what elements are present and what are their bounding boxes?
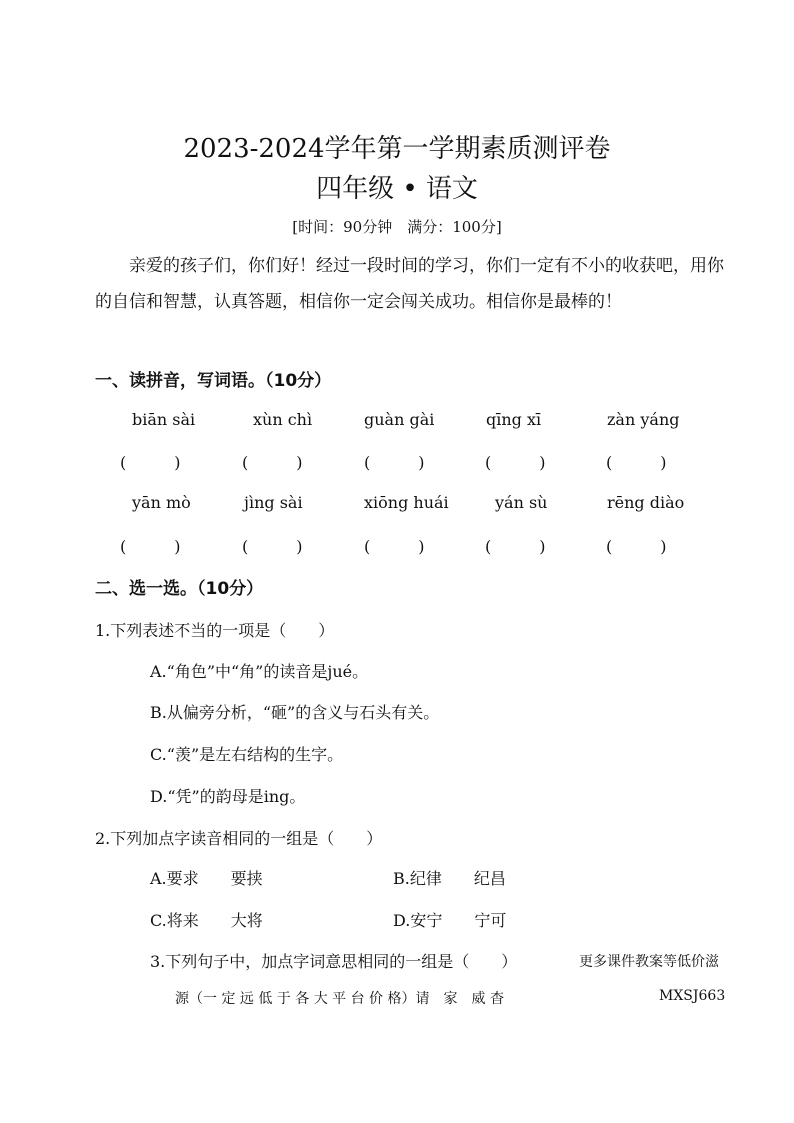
pinyin-item: rēng diào (607, 493, 685, 512)
answer-blank[interactable]: ( ) (485, 453, 546, 472)
time-info: [时间：90分钟 满分：100分] (292, 218, 502, 236)
answer-blank[interactable]: ( ) (364, 453, 425, 472)
pinyin-item: xiōng huái (364, 493, 449, 512)
answer-blank[interactable]: ( ) (364, 537, 425, 556)
page-title: 2023-2024学年第一学期素质测评卷 (183, 134, 611, 164)
pinyin-item: yān mò (132, 493, 191, 512)
answer-blank[interactable]: ( ) (485, 537, 546, 556)
page-subtitle: 四年级 • 语文 (316, 174, 478, 204)
answer-blank[interactable]: ( ) (242, 537, 303, 556)
pinyin-item: guàn gài (364, 410, 435, 429)
footer-code: MXSJ663 (659, 988, 726, 1004)
intro-paragraph: 亲爱的孩子们，你们好！经过一段时间的学习，你们一定有不小的收获吧，用你的自信和智慧，认真答题，相信你一定会闯关成功。相信你是最棒的！ (95, 256, 724, 312)
pinyin-item: qīng xī (486, 410, 542, 429)
footer-left: 源（一 定 远 低 于 各 大 平 台 价 格）请 家 威 杳 (175, 991, 504, 1007)
question-2-option-c: C.将来 大将 (150, 911, 263, 930)
answer-blank[interactable]: ( ) (606, 537, 667, 556)
question-2-stem: 2.下列加点字读音相同的一组是（ ） (95, 829, 383, 848)
answer-blank[interactable]: ( ) (120, 453, 181, 472)
pinyin-item: yán sù (495, 493, 548, 512)
answer-blank[interactable]: ( ) (606, 453, 667, 472)
answer-blank[interactable]: ( ) (120, 537, 181, 556)
ad-text: 更多课件教案等低价滋 (579, 954, 719, 970)
pinyin-item: biān sài (132, 410, 196, 429)
section1-heading: 一、读拼音，写词语。（10分） (95, 371, 332, 391)
question-1-option-c: C.“羡”是左右结构的生字。 (150, 745, 344, 764)
pinyin-item: zàn yáng (607, 410, 680, 429)
question-3-stem: 3.下列句子中，加点字词意思相同的一组是（ ） (150, 952, 518, 971)
question-2-option-b: B.纪律 纪昌 (393, 869, 506, 888)
question-1-option-b: B.从偏旁分析，“砸”的含义与石头有关。 (150, 703, 440, 722)
pinyin-item: jìng sài (244, 493, 303, 512)
pinyin-item: xùn chì (253, 410, 313, 429)
question-1-option-a: A.“角色”中“角”的读音是jué。 (150, 662, 369, 681)
question-2-option-d: D.安宁 宁可 (393, 911, 507, 930)
question-1-option-d: D.“凭”的韵母是ing。 (150, 787, 306, 806)
section2-heading: 二、选一选。（10分） (95, 579, 264, 599)
question-2-option-a: A.要求 要挟 (150, 869, 263, 888)
question-1-stem: 1.下列表述不当的一项是（ ） (95, 621, 335, 640)
answer-blank[interactable]: ( ) (242, 453, 303, 472)
